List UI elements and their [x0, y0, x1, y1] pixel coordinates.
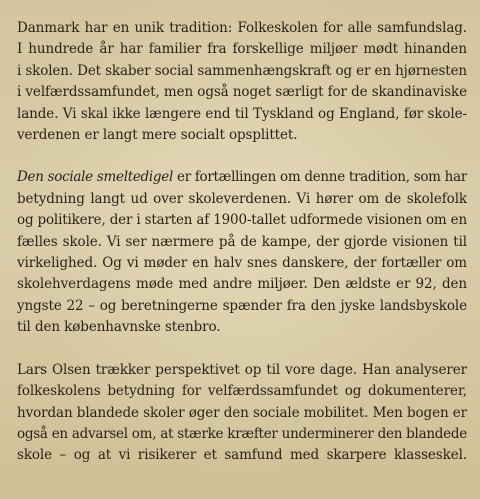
text-line — [17, 167, 467, 188]
text-line: skolehverdagens møde med andre miljøer. Den ældste er 92, den — [17, 276, 467, 293]
blurb-text — [17, 18, 467, 467]
book-title: Den sociale smeltedigel — [17, 169, 173, 186]
text-line: folkeskolens betydning for velfærdssamfundet og dokumenterer, — [17, 383, 467, 400]
text-line: skole – og at vi risikerer et samfund med skarpere klasseskel. — [17, 447, 467, 464]
text-line: yngste 22 – og beretningerne spænder fra den jyske landsbyskole — [17, 297, 467, 314]
text-line: betydning langt ud over skoleverdenen. Vi hører om de skolefolk — [17, 190, 467, 207]
paragraph-3 — [17, 360, 467, 467]
text-line: fælles skole. Vi ser nærmere på de kampe, der gjorde visionen til — [17, 233, 467, 250]
text-line: i skolen. Det skaber social sammenhængskraft og er en hjørnesten — [17, 62, 467, 79]
text-line: lande. Vi skal ikke længere end til Tyskland og England, før skole- — [17, 105, 467, 122]
text-line: Lars Olsen trækker perspektivet op til vore dage. Han analyserer — [17, 361, 467, 378]
text-line: til den københavnske stenbro. — [17, 319, 221, 336]
paragraph-1 — [17, 18, 467, 146]
text-line: hvordan blandede skoler øger den sociale mobilitet. Men bogen er — [17, 404, 467, 421]
text-line: i velfærdssamfundet, men også noget særligt for de skandinaviske — [17, 84, 467, 101]
text-fragment: er fortællingen om denne tradition, som har — [173, 169, 467, 186]
paragraph-2 — [17, 167, 467, 338]
text-line: også en advarsel om, at stærke kræfter underminerer den blandede — [17, 425, 467, 442]
text-line: og politikere, der i starten af 1900-tallet udformede visionen om en — [17, 212, 467, 229]
text-line: verdenen er langt mere socialt opsplittet. — [17, 127, 298, 144]
text-line: I hundrede år har familier fra forskellige miljøer mødt hinanden — [17, 41, 467, 58]
text-line: Danmark har en unik tradition: Folkeskolen for alle samfundslag. — [17, 20, 467, 36]
text-line: virkelighed. Og vi møder en halv snes danskere, der fortæller om — [17, 255, 467, 272]
